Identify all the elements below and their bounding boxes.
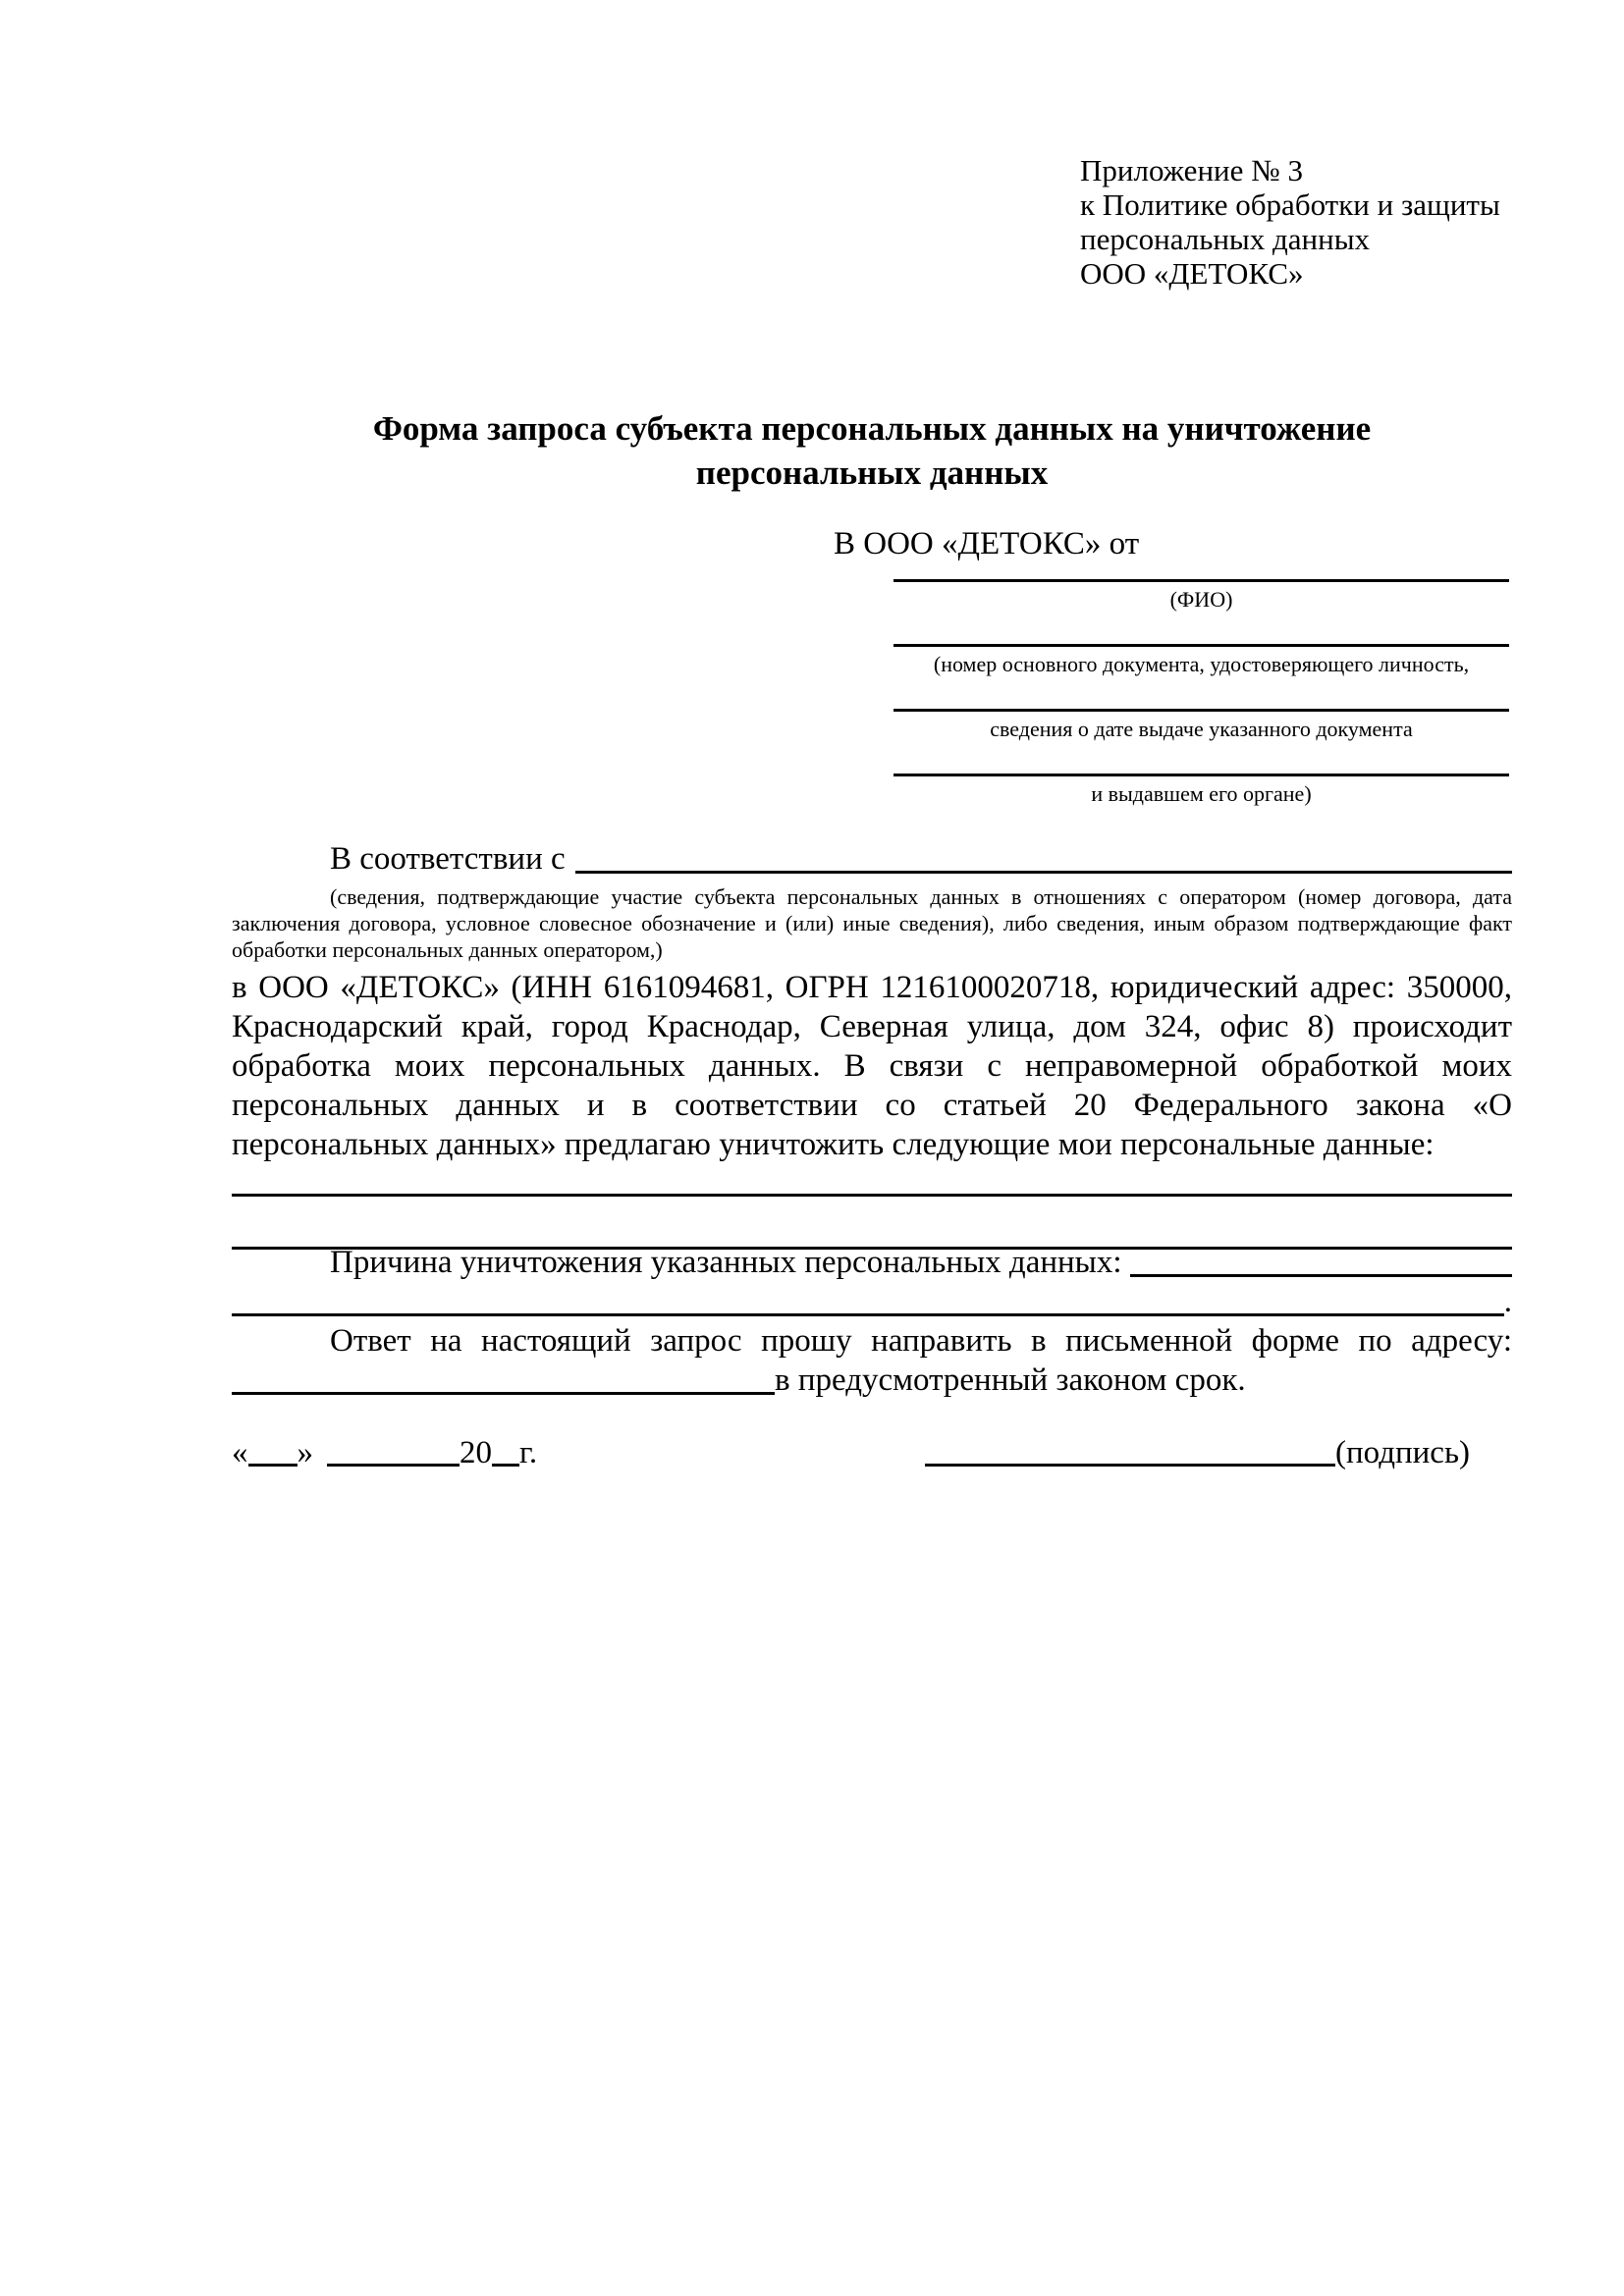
signature-input-line[interactable] [925, 1438, 1335, 1467]
year-prefix: 20 [460, 1435, 492, 1470]
reason-input-line-2[interactable] [232, 1282, 1504, 1316]
year-input-line[interactable] [492, 1438, 519, 1467]
issuing-authority-row [893, 744, 1509, 809]
accordance-input-line[interactable] [575, 839, 1512, 874]
form-title: Форма запроса субъекта персональных данных на уничтожение персональных данных [372, 409, 1372, 492]
addressee-line: В ООО «ДЕТОКС» от [834, 526, 1140, 561]
reason-input-line-1[interactable] [1130, 1243, 1512, 1277]
signature-group [925, 1433, 1470, 1472]
document-number-caption: (номер основного документа, удостоверяющего личность, [933, 652, 1470, 676]
appendix-line-2: к Политике обработки и защиты [1080, 187, 1500, 222]
reply-address-input-line[interactable] [232, 1361, 775, 1395]
body-paragraph: в ООО «ДЕТОКС» (ИНН 6161094681, ОГРН 1216100020718, юридический адрес: 350000, Краснодарский край, город Краснодар, Северная улица, дом 324, офис 8) происходит обработка моих персональных данных. В связи с неправомерной обработкой моих персональных данных и в соответствии со статьей 20 Федерального закона «О персональных данных» предлагаю уничтожить следующие мои персональные данные: [232, 970, 1512, 1162]
fio-caption: (ФИО) [1169, 587, 1233, 612]
accordance-row [232, 839, 1512, 879]
appendix-line-1: Приложение № 3 [1080, 153, 1303, 187]
reason-row [232, 1243, 1512, 1282]
appendix-line-3: персональных данных [1080, 222, 1371, 256]
fio-row [893, 550, 1509, 614]
appendix-line-4: ООО «ДЕТОКС» [1080, 256, 1304, 291]
date-group [232, 1433, 537, 1472]
reason-continuation-row [232, 1282, 1512, 1321]
issuing-authority-input-line[interactable] [893, 744, 1509, 776]
accordance-lead: В соответствии с [330, 841, 566, 877]
open-quote: « [232, 1435, 248, 1470]
issue-date-input-line[interactable] [893, 679, 1509, 712]
paragraph-indent [232, 1243, 330, 1282]
date-signature-row [232, 1433, 1512, 1472]
reason-end-punctuation: . [1503, 1284, 1512, 1319]
issuing-authority-caption: и выдавшем его органе) [1091, 781, 1312, 806]
issue-date-caption: сведения о дате выдаче указанного документа [990, 717, 1413, 741]
close-quote: » [297, 1435, 313, 1470]
data-to-destroy-line-1[interactable] [232, 1164, 1512, 1197]
reply-address-row [232, 1361, 1512, 1400]
reason-label: Причина уничтожения указанных персональных данных: [330, 1245, 1122, 1280]
reply-deadline-text: в предусмотренный законом срок. [775, 1362, 1246, 1398]
month-input-line[interactable] [327, 1438, 460, 1467]
reply-request-line: Ответ на настоящий запрос прошу направить в письменной форме по адресу: [330, 1323, 1512, 1359]
accordance-footnote: (сведения, подтверждающие участие субъекта персональных данных в отношениях с оператором (номер договора, дата заключения договора, условное словесное обозначение и (или) иные сведения), либо сведения, иным образом подтверждающие факт обработки персональных данных оператором,) [232, 884, 1512, 962]
fio-input-line[interactable] [893, 550, 1509, 582]
year-suffix: г. [519, 1435, 538, 1470]
day-input-line[interactable] [248, 1438, 298, 1467]
addressee-blanks [893, 550, 1509, 809]
document-number-row [893, 614, 1509, 679]
appendix-header [1080, 153, 1500, 291]
reason-reply-block [232, 1243, 1512, 1400]
issue-date-row [893, 679, 1509, 744]
document-number-input-line[interactable] [893, 614, 1509, 647]
signature-caption: (подпись) [1335, 1435, 1470, 1470]
